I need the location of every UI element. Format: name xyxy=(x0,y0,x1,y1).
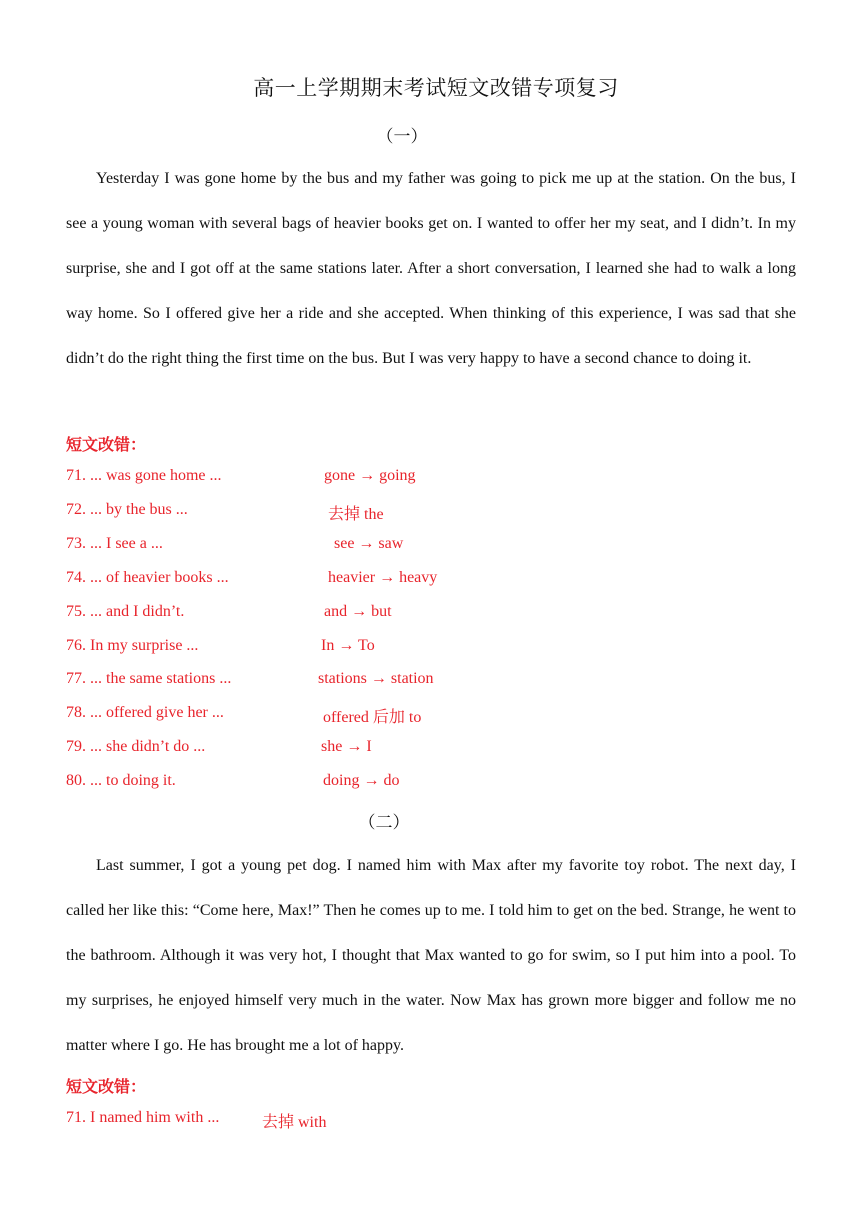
passage-2: Last summer, I got a young pet dog. I named him with Max after my favorite toy robot. The next day, I called her like this: “Come here, Max!” Then he comes up to me. I told him to get on the bed. Strange, he went to the bathroom. Although it was very hot, I thought that Max wanted to go for swim, so I put him into a pool. To my surprises, he enjoyed himself very much in the water. Now Max has grown more bigger and follow me no matter where I go. He has brought me a lot of happy. xyxy=(66,857,796,1054)
correction: offered 后加 to xyxy=(323,709,422,726)
correction: she → I xyxy=(321,738,372,755)
correction: gone → going xyxy=(324,467,416,484)
correction: stations → station xyxy=(318,670,434,687)
answer-row xyxy=(66,1109,626,1131)
question-ref: 71. I named him with ... xyxy=(66,1109,220,1126)
answer-row xyxy=(66,467,626,489)
question-ref: 76. In my surprise ... xyxy=(66,637,199,654)
question-ref: 73. ... I see a ... xyxy=(66,535,163,552)
question-ref: 74. ... of heavier books ... xyxy=(66,569,229,586)
section-2-label: （二） xyxy=(358,813,410,832)
correction: see → saw xyxy=(334,535,404,552)
correction: 去掉 the xyxy=(328,506,384,523)
question-ref: 72. ... by the bus ... xyxy=(66,501,188,518)
correction: doing → do xyxy=(323,772,400,789)
answer-row xyxy=(66,637,626,659)
correction: heavier → heavy xyxy=(328,569,438,586)
answer-row xyxy=(66,670,626,692)
passage-1: Yesterday I was gone home by the bus and my father was going to pick me up at the station. On the bus, I see a young woman with several bags of heavier books get on. I wanted to offer her my seat, and I didn’t. In my surprise, she and I got off at the same stations later. After a short conversation, I learned she had to walk a long way home. So I offered give her a ride and she accepted. When thinking of this experience, I was sad that she didn’t do the right thing the first time on the bus. But I was very happy to have a second chance to doing it. xyxy=(66,170,796,367)
correction: In → To xyxy=(321,637,375,654)
answer-row xyxy=(66,704,626,726)
answers-heading-2: 短文改错： xyxy=(66,1077,147,1096)
correction: 去掉 with xyxy=(262,1114,327,1131)
question-ref: 79. ... she didn’t do ... xyxy=(66,738,206,755)
question-ref: 75. ... and I didn’t. xyxy=(66,603,185,620)
section-1-label: （一） xyxy=(376,127,428,146)
answer-row xyxy=(66,772,626,794)
page-title: 高一上学期期末考试短文改错专项复习 xyxy=(253,76,619,100)
correction: and → but xyxy=(324,603,392,620)
question-ref: 71. ... was gone home ... xyxy=(66,467,222,484)
answer-row xyxy=(66,535,626,557)
answer-row xyxy=(66,738,626,760)
answers-heading-1: 短文改错： xyxy=(66,435,147,454)
answer-row xyxy=(66,501,626,523)
answer-row xyxy=(66,603,626,625)
question-ref: 78. ... offered give her ... xyxy=(66,704,224,721)
question-ref: 77. ... the same stations ... xyxy=(66,670,232,687)
question-ref: 80. ... to doing it. xyxy=(66,772,176,789)
answer-row xyxy=(66,569,626,591)
